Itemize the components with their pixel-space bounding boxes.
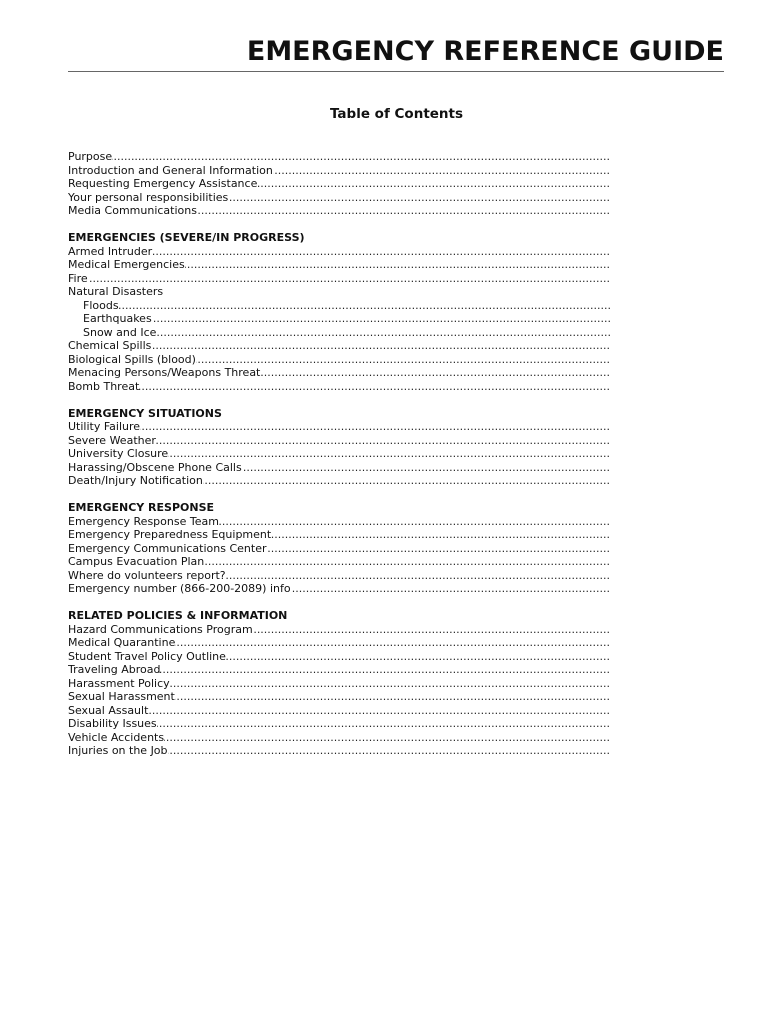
toc-entry[interactable] <box>68 164 610 178</box>
toc-entry-label: Utility Failure <box>68 420 141 433</box>
toc-entry[interactable] <box>68 258 610 272</box>
toc-entry-label: Media Communications <box>68 204 197 217</box>
toc-entry[interactable] <box>68 677 610 691</box>
toc-entry-label: Vehicle Accidents <box>68 730 165 744</box>
toc-entry-label: University Closure <box>68 447 169 460</box>
section-heading: EMERGENCY RESPONSE <box>68 501 215 514</box>
toc-entry[interactable] <box>68 204 610 218</box>
dot-leader <box>68 704 610 718</box>
toc-entry-label: Introduction and General Information <box>68 163 273 177</box>
toc-entry[interactable] <box>68 663 610 677</box>
toc-entry-label: Requesting Emergency Assistance <box>68 177 258 190</box>
dot-leader <box>83 299 610 313</box>
dot-leader <box>68 150 610 164</box>
toc-entry[interactable] <box>68 690 610 704</box>
toc-entry[interactable] <box>68 353 610 367</box>
toc-entry[interactable] <box>68 515 610 529</box>
toc-entry-label: Floods <box>83 298 119 312</box>
dot-leader <box>83 326 610 340</box>
toc-section <box>68 609 610 758</box>
dot-leader <box>68 272 610 286</box>
toc-entry[interactable] <box>68 326 610 340</box>
toc-entry[interactable] <box>68 272 610 286</box>
toc-entry[interactable] <box>68 366 610 380</box>
section-heading: EMERGENCY SITUATIONS <box>68 406 222 420</box>
toc-entry-label: Emergency number (866-200-2089) info <box>68 582 291 595</box>
toc-entry[interactable] <box>68 312 610 326</box>
toc-heading: Table of Contents <box>329 106 464 122</box>
toc-entry[interactable] <box>68 285 610 299</box>
toc-entry[interactable] <box>68 150 610 164</box>
toc-entry-label: Harassment Policy <box>68 676 170 690</box>
toc-entry[interactable] <box>68 717 610 731</box>
toc-entry[interactable] <box>68 636 610 650</box>
toc-entry[interactable] <box>68 245 610 259</box>
toc-entry-label: Natural Disasters <box>68 285 164 298</box>
toc-entry-label: Traveling Abroad <box>68 663 161 676</box>
toc-entry[interactable] <box>68 623 610 637</box>
toc-entry-label: Campus Evacuation Plan <box>68 555 205 568</box>
toc-section <box>68 407 610 488</box>
toc-entry-label: Medical Quarantine <box>68 636 176 649</box>
toc-entry-label: Chemical Spills <box>68 339 152 352</box>
toc-section <box>68 501 610 596</box>
toc-entry[interactable] <box>68 299 610 313</box>
toc-entry[interactable] <box>68 582 610 596</box>
table-of-contents <box>68 150 610 771</box>
toc-section <box>68 150 610 218</box>
dot-leader <box>68 420 610 434</box>
title-divider <box>68 71 724 72</box>
toc-entry-label: Death/Injury Notification <box>68 474 203 487</box>
toc-entry[interactable] <box>68 474 610 488</box>
toc-entry-label: Injuries on the Job <box>68 744 168 757</box>
toc-entry[interactable] <box>68 434 610 448</box>
dot-leader <box>83 312 610 326</box>
toc-entry-label: Hazard Communications Program <box>68 622 253 636</box>
toc-entry[interactable] <box>68 731 610 745</box>
toc-entry[interactable] <box>68 555 610 569</box>
toc-entry-label: Where do volunteers report? <box>68 568 226 582</box>
toc-entry[interactable] <box>68 542 610 556</box>
toc-entry[interactable] <box>68 650 610 664</box>
toc-entry[interactable] <box>68 191 610 205</box>
toc-entry-label: Earthquakes <box>83 312 152 325</box>
toc-entry-label: Bomb Threat <box>68 379 140 393</box>
toc-entry[interactable] <box>68 420 610 434</box>
toc-entry-label: Fire <box>68 271 88 285</box>
toc-entry-label: Harassing/Obscene Phone Calls <box>68 460 242 474</box>
toc-entry[interactable] <box>68 447 610 461</box>
toc-entry-label: Menacing Persons/Weapons Threat <box>68 366 261 379</box>
toc-entry[interactable] <box>68 461 610 475</box>
toc-entry-label: Emergency Preparedness Equipment <box>68 528 272 541</box>
toc-entry-label: Medical Emergencies <box>68 258 185 271</box>
dot-leader <box>68 380 610 394</box>
section-heading: RELATED POLICIES & INFORMATION <box>68 609 288 622</box>
toc-entry-label: Disability Issues <box>68 717 157 730</box>
toc-entry[interactable] <box>68 704 610 718</box>
document-title: EMERGENCY REFERENCE GUIDE <box>246 36 724 67</box>
toc-entry-label: Sexual Assault <box>68 703 149 717</box>
toc-entry-label: Snow and Ice <box>83 325 157 339</box>
toc-section <box>68 231 610 393</box>
toc-entry-label: Biological Spills (blood) <box>68 352 196 366</box>
toc-entry[interactable] <box>68 744 610 758</box>
section-heading: EMERGENCIES (SEVERE/IN PROGRESS) <box>68 231 305 244</box>
toc-entry[interactable] <box>68 339 610 353</box>
toc-entry-label: Sexual Harassment <box>68 690 175 703</box>
toc-entry-label: Your personal responsibilities <box>68 190 229 204</box>
toc-entry-label: Purpose <box>68 150 113 163</box>
toc-entry[interactable] <box>68 380 610 394</box>
toc-entry[interactable] <box>68 177 610 191</box>
toc-entry[interactable] <box>68 528 610 542</box>
toc-entry-label: Student Travel Policy Outline <box>68 649 226 663</box>
toc-entry-label: Emergency Communications Center <box>68 541 267 555</box>
toc-entry-label: Armed Intruder <box>68 244 153 258</box>
toc-entry[interactable] <box>68 569 610 583</box>
toc-entry-label: Severe Weather <box>68 433 156 447</box>
toc-entry-label: Emergency Response Team <box>68 514 219 528</box>
